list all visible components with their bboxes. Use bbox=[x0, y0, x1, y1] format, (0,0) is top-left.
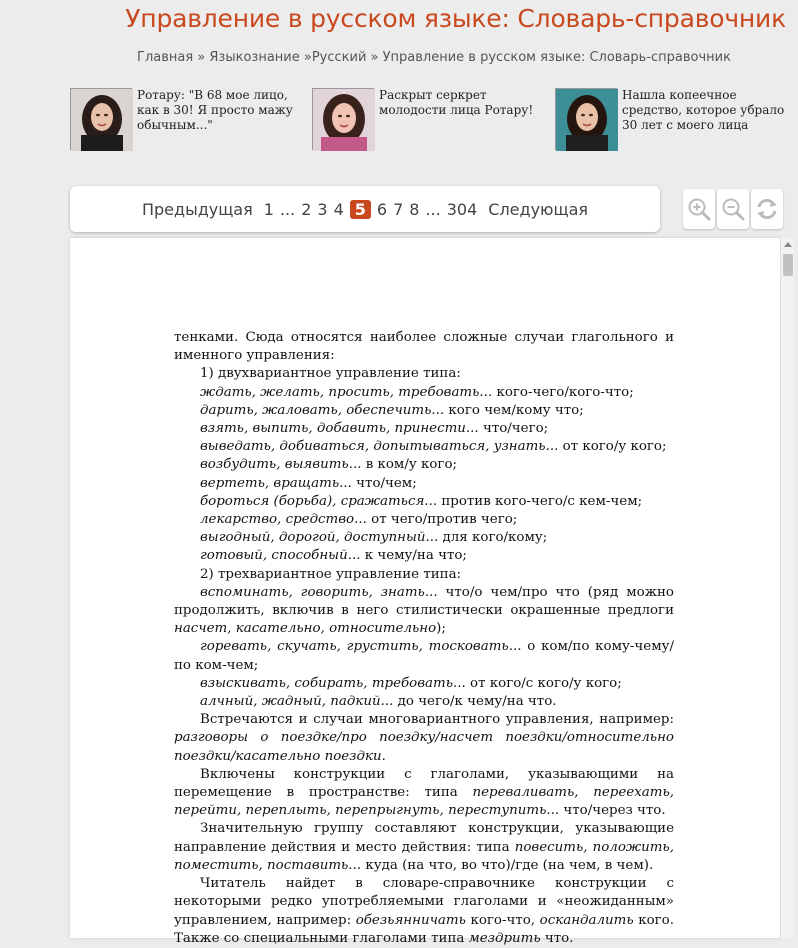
prev-page-button[interactable]: Предыдущая bbox=[141, 199, 253, 219]
document-paragraph: вертеть, вращать... что/чем; bbox=[200, 475, 417, 491]
document-paragraph: ждать, желать, просить, требовать... кого-чего/кого-что; bbox=[200, 384, 634, 400]
breadcrumb-separator: » bbox=[299, 50, 312, 65]
breadcrumb-separator: » bbox=[366, 50, 383, 65]
document-paragraph: горевать, скучать, грустить, тосковать... о ком/по кому-чему/по ком-чем; bbox=[174, 639, 675, 673]
ad-item[interactable] bbox=[312, 88, 551, 150]
document-paragraph: вспоминать, говорить, знать... что/о чем/про что (ряд можно продолжить, включив в него стилистически окрашенные предлоги насчет, касательно, относительно); bbox=[174, 584, 674, 637]
zoom-out-button[interactable] bbox=[717, 189, 749, 229]
document-paragraph: лекарство, средство... от чего/против чего; bbox=[200, 512, 518, 528]
current-page: 5 bbox=[350, 200, 371, 219]
breadcrumb bbox=[0, 50, 798, 65]
ad-block bbox=[70, 88, 785, 150]
document-paragraph: тенками. Сюда относятся наиболее сложные случаи глагольного и именного управления: bbox=[174, 330, 674, 364]
document-paragraph: алчный, жадный, падкий... до чего/к чему/на что. bbox=[200, 694, 557, 710]
document-paragraph: Встречаются и случаи многовариантного управления, например: разговоры о поездке/про поездку/насчет поездки/относительно поездки/касательно поездки. bbox=[174, 712, 674, 764]
page-link[interactable]: 3 bbox=[317, 199, 328, 219]
page-link[interactable]: 6 bbox=[376, 199, 388, 219]
rotate-button[interactable] bbox=[751, 189, 783, 229]
page-link[interactable]: 8 bbox=[409, 199, 420, 219]
page-title: Управление в русском языке: Словарь-справочник bbox=[125, 4, 786, 33]
ad-text[interactable]: Нашла копеечное средство, которое убрало 30 лет с моего лица bbox=[622, 88, 785, 132]
next-page-button[interactable]: Следующая bbox=[488, 199, 589, 219]
breadcrumb-current: Управление в русском языке: Словарь-справочник bbox=[382, 50, 731, 65]
page-link[interactable]: 304 bbox=[446, 199, 478, 219]
page-ellipsis: ... bbox=[425, 199, 441, 219]
document-paragraph: готовый, способный... к чему/на что; bbox=[200, 548, 467, 564]
ad-item[interactable] bbox=[70, 88, 309, 150]
document-page-text bbox=[174, 329, 674, 948]
page-ellipsis: ... bbox=[279, 199, 296, 219]
ad-text[interactable]: Ротару: "В 68 мое лицо, как в 30! Я просто мажу обычным..." bbox=[137, 88, 293, 132]
document-paragraph: 2) трехвариантное управление типа: bbox=[200, 566, 462, 582]
document-paragraph: дарить, жаловать, обеспечить... кого чем/кому что; bbox=[200, 402, 584, 418]
page-link[interactable]: 4 bbox=[333, 199, 344, 219]
breadcrumb-linguistics[interactable]: Языкознание bbox=[209, 50, 300, 65]
page-link[interactable]: 1 bbox=[263, 199, 274, 219]
zoom-in-button[interactable] bbox=[683, 189, 715, 229]
ad-thumbnail[interactable] bbox=[70, 88, 132, 150]
document-viewer[interactable] bbox=[70, 238, 780, 946]
refresh-icon bbox=[754, 196, 780, 222]
document-paragraph: взыскивать, собирать, требовать... от кого/с кого/у кого; bbox=[200, 675, 622, 691]
document-paragraph: выгодный, дорогой, доступный... для кого/кому; bbox=[200, 530, 548, 546]
ad-thumbnail[interactable] bbox=[312, 88, 374, 150]
page-link[interactable]: 7 bbox=[393, 199, 404, 219]
zoom-in-icon bbox=[686, 196, 712, 222]
breadcrumb-home[interactable]: Главная bbox=[137, 50, 194, 65]
scroll-up-icon[interactable] bbox=[784, 242, 792, 247]
document-paragraph: Включены конструкции с глаголами, указывающими на перемещение в пространстве: типа переваливать, переехать, перейти, переплыть, перепрыгнуть, переступить... что/через что. bbox=[174, 766, 675, 819]
document-paragraph: Читатель найдет в словаре-справочнике конструкции с некоторыми редко употребляемыми глаголами и «неожиданным» управлением, например: обезьянничать кого-что, оскандалить кого. Также со специальными глаголами типа мездрить что. bbox=[174, 876, 674, 946]
document-paragraph: Значительную группу составляют конструкции, указывающие направление действия и место действия: типа повесить, положить, поместить, поставить... куда (на что, во что)/где (на чем, в чем). bbox=[174, 821, 674, 873]
document-paragraph: взять, выпить, добавить, принести... что/чего; bbox=[200, 421, 549, 437]
pagination bbox=[70, 186, 660, 232]
document-paragraph: бороться (борьба), сражаться... против кого-чего/с кем-чем; bbox=[200, 493, 643, 509]
zoom-out-icon bbox=[720, 196, 746, 222]
scrollbar-thumb[interactable] bbox=[783, 254, 793, 276]
page-link[interactable]: 2 bbox=[301, 199, 312, 219]
breadcrumb-separator: » bbox=[193, 50, 210, 65]
viewer-scrollbar[interactable] bbox=[780, 238, 794, 938]
document-paragraph: выведать, добиваться, допытываться, узнать... от кого/у кого; bbox=[200, 439, 667, 455]
ad-thumbnail[interactable] bbox=[555, 88, 617, 150]
ad-text[interactable]: Раскрыт серкрет молодости лица Ротару! bbox=[379, 88, 534, 117]
ad-item[interactable] bbox=[555, 88, 794, 150]
document-paragraph: возбудить, выявить... в ком/у кого; bbox=[200, 457, 458, 473]
breadcrumb-russian[interactable]: Русский bbox=[311, 50, 367, 65]
document-paragraph: 1) двухвариантное управление типа: bbox=[200, 366, 461, 382]
